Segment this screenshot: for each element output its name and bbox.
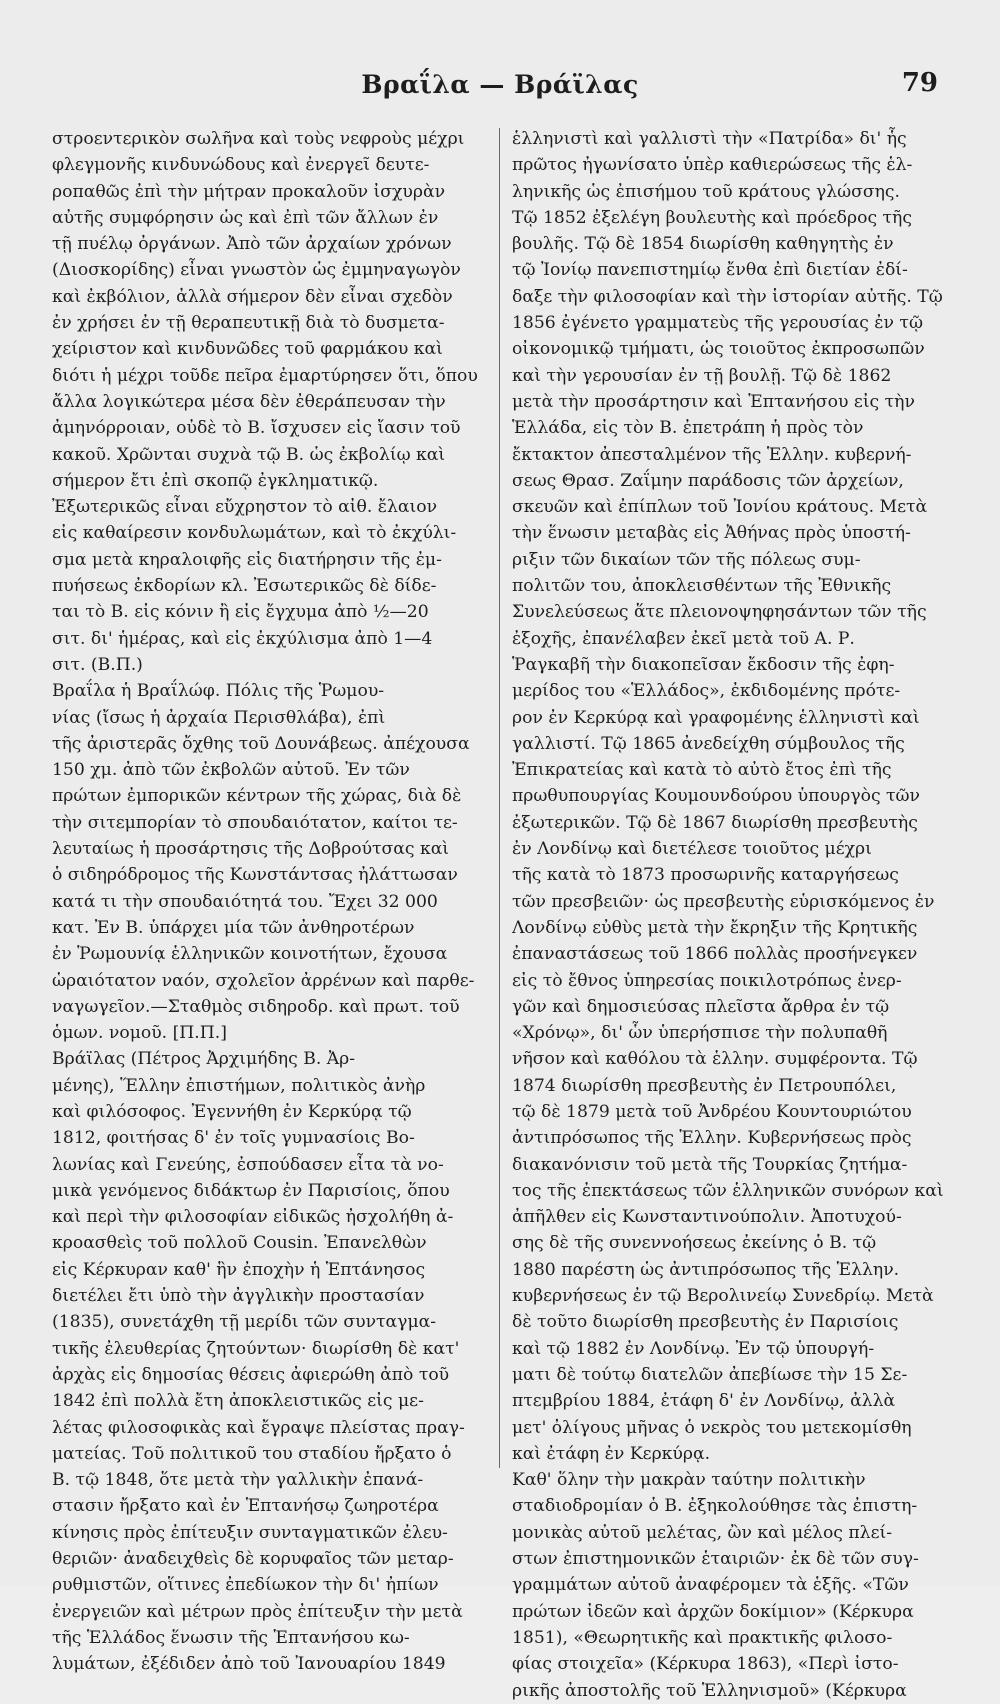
text-line: τὴν σιτεμπορίαν τὸ σπουδαιότατον, καίτοι τε- — [52, 812, 458, 833]
text-line: τῷ δὲ 1879 μετὰ τοῦ Ἀνδρέου Κουντουριώτου — [512, 1101, 912, 1122]
text-line: Λονδίνῳ εὐθὺς μετὰ τὴν ἔκρηξιν τῆς Κρητικῆς — [512, 917, 918, 938]
text-line: νίας (ἴσως ἡ ἀρχαία Περισθλάβα), ἐπὶ — [52, 707, 386, 728]
text-line: καὶ ἐτάφη ἐν Κερκύρᾳ. — [512, 1443, 711, 1464]
text-line: ἀπῆλθεν εἰς Κωνσταντινούπολιν. Ἀποτυχού- — [512, 1207, 902, 1228]
text-line: κροασθεὶς τοῦ πολλοῦ Cousin. Ἐπανελθὼν — [52, 1233, 427, 1254]
text-line: ὁμων. νομοῦ. [Π.Π.] — [52, 1023, 227, 1044]
text-line: ροπαθῶς ἐπὶ τὴν μήτραν προκαλοῦν ἰσχυρὰν — [52, 181, 446, 202]
text-line: μονικὰς αὐτοῦ μελέτας, ὢν καὶ μέλος πλεί- — [512, 1522, 893, 1543]
text-line: μένης), Ἕλλην ἐπιστήμων, πολιτικὸς ἀνὴρ — [52, 1075, 426, 1096]
text-line: καὶ τῷ 1882 ἐν Λονδίνῳ. Ἐν τῷ ὑπουργή- — [512, 1338, 875, 1359]
text-line: Ἑλλάδα, εἰς τὸν Β. ἐπετράπη ἡ πρὸς τὸν — [512, 418, 864, 439]
text-line: ρικῆς ἀποστολῆς τοῦ Ἑλληνισμοῦ» (Κέρκυρα — [512, 1680, 907, 1701]
running-title: Βραΐλα — Βράϊλας — [361, 70, 639, 99]
text-line: λυμάτων, ἐξέδιδεν ἀπὸ τοῦ Ἰανουαρίου 1849 — [52, 1654, 446, 1675]
text-line: 1851), «Θεωρητικῆς καὶ πρακτικῆς φιλοσο- — [512, 1627, 893, 1648]
text-line: νῆσον καὶ καθόλου τὰ ἑλλην. συμφέροντα. Τῷ — [512, 1049, 918, 1070]
page-number: 79 — [901, 68, 938, 98]
text-line: ναγωγεῖον.—Σταθμὸς σιδηροδρ. καὶ πρωτ. τοῦ — [52, 996, 460, 1017]
text-line: (1835), συνετάχθη τῇ μερίδι τῶν συνταγμα- — [52, 1312, 437, 1333]
text-line: 150 χμ. ἀπὸ τῶν ἐκβολῶν αὐτοῦ. Ἐν τῶν — [52, 760, 410, 781]
text-line: Καθ' ὅλην τὴν μακρὰν ταύτην πολιτικὴν — [512, 1470, 866, 1491]
text-line: 1856 ἐγένετο γραμματεὺς τῆς γερουσίας ἐν τῷ — [512, 313, 923, 334]
text-line: ἀρχὰς εἰς δημοσίας θέσεις ἀφιερώθη ἀπὸ τοῦ — [52, 1364, 450, 1385]
text-line: κακοῦ. Χρῶνται συχνὰ τῷ Β. ὡς ἐκβολίῳ καὶ — [52, 444, 446, 465]
text-line: οἰκονομικῷ τμήματι, ὡς τοιοῦτος ἐκπροσωπῶν — [512, 339, 925, 360]
left-column — [52, 126, 498, 1678]
text-line: Βράϊλας (Πέτρος Ἀρχιμήδης Β. Ἀρ- — [52, 1049, 356, 1070]
text-line: Ῥαγκαβῆ τὴν διακοπεῖσαν ἔκδοσιν τῆς ἐφη- — [512, 654, 895, 675]
text-line: καὶ ἐκβόλιον, ἀλλὰ σήμερον δὲν εἶναι σχεδὸν — [52, 286, 453, 307]
text-line: διετέλει ἔτι ὑπὸ τὴν ἀγγλικὴν προστασίαν — [52, 1286, 425, 1307]
text-line: τικῆς ἐλευθερίας ζητούντων· διωρίσθη δὲ κατ' — [52, 1338, 460, 1359]
text-line: Ἐξωτερικῶς εἶναι εὔχρηστον τὸ αἰθ. ἔλαιον — [52, 497, 438, 518]
text-line: Ἐπικρατείας καὶ κατὰ τὸ αὐτὸ ἔτος ἐπὶ τῆς — [512, 760, 892, 781]
text-line: 1842 ἐπὶ πολλὰ ἔτη ἀποκλειστικῶς εἰς με- — [52, 1391, 424, 1412]
text-line: ἐνεργειῶν καὶ μέτρων πρὸς ἐπίτευξιν τὴν μετὰ — [52, 1601, 463, 1622]
text-line: μετὰ τὴν προσάρτησιν καὶ Ἑπτανήσου εἰς τὴν — [512, 391, 915, 412]
text-line: στροεντερικὸν σωλῆνα καὶ τοὺς νεφροὺς μέχρι — [52, 129, 465, 149]
text-line: μερίδος του «Ἑλλάδος», ἐκδιδομένης πρότε- — [512, 681, 901, 702]
text-line: ληνικῆς ὡς ἐπισήμου τοῦ κράτους γλώσσης. — [512, 181, 900, 202]
text-line: δαξε τὴν φιλοσοφίαν καὶ τὴν ἱστορίαν αὐτῆς. Τῷ — [512, 286, 943, 307]
text-line: πρωθυπουργίας Κουμουνδούρου ὑπουργὸς τῶν — [512, 786, 921, 807]
text-line: γραμμάτων αὐτοῦ ἀναφέρομεν τὰ ἑξῆς. «Τῶν — [512, 1575, 909, 1596]
text-line: δὲ τοῦτο διωρίσθη πρεσβευτὴς ἐν Παρισίοις — [512, 1312, 899, 1333]
text-line: γαλλιστί. Τῷ 1865 ἀνεδείχθη σύμβουλος τῆς — [512, 733, 905, 754]
text-line: ἀμηνόρροιαν, οὐδὲ τὸ Β. ἴσχυσεν εἰς ἴασιν τοῦ — [52, 418, 461, 439]
text-line: τῆς ἀριστερᾶς ὄχθης τοῦ Δουνάβεως. ἀπέχουσα — [52, 733, 470, 754]
text-line: πρώτων ἐμπορικῶν κέντρων τῆς χώρας, διὰ δὲ — [52, 786, 462, 807]
text-line: κίνησις πρὸς ἐπίτευξιν συνταγματικῶν ἐλευ- — [52, 1522, 448, 1543]
text-line: ἐξωτερικῶν. Τῷ δὲ 1867 διωρίσθη πρεσβευτὴς — [512, 812, 918, 833]
column-divider — [499, 128, 500, 1468]
text-line: πυήσεως ἐκδορίων κλ. Ἐσωτερικῶς δὲ δίδε- — [52, 576, 437, 597]
text-line: γῶν καὶ δημοσιεύσας πλεῖστα ἄρθρα ἐν τῷ — [512, 996, 890, 1017]
text-line: αὐτῆς συμφόρησιν ὡς καὶ ἐπὶ τῶν ἄλλων ἐν — [52, 207, 439, 228]
text-line: μικὰ γενόμενος διδάκτωρ ἐν Παρισίοις, ὅπου — [52, 1180, 450, 1201]
text-line: διότι ἡ μέχρι τοῦδε πεῖρα ἐμαρτύρησεν ὅτι, ὅπου — [52, 365, 478, 386]
text-line: λέτας φιλοσοφικὰς καὶ ἔγραψε πλείστας πραγ- — [52, 1417, 465, 1438]
text-line: κυβερνήσεως ἐν τῷ Βερολινείῳ Συνεδρίῳ. Μετὰ — [512, 1286, 934, 1307]
text-line: εἰς καθαίρεσιν κονδυλωμάτων, καὶ τὸ ἐκχύλι- — [52, 523, 457, 544]
text-line: μετ' ὀλίγους μῆνας ὁ νεκρὸς του μετεκομίσθη — [512, 1417, 912, 1438]
text-line: σης δὲ τῆς συνεννοήσεως ἐκείνης ὁ Β. τῷ — [512, 1233, 877, 1254]
text-line: «Χρόνῳ», δι' ὧν ὑπερήσπισε τὴν πολυπαθῆ — [512, 1023, 888, 1044]
right-column — [512, 126, 947, 1704]
text-line: καὶ τὴν γερουσίαν ἐν τῇ βουλῇ. Τῷ δὲ 1862 — [512, 365, 892, 386]
text-line: βουλῆς. Τῷ δὲ 1854 διωρίσθη καθηγητὴς ἐν — [512, 234, 894, 255]
text-line: ἐπαναστάσεως τοῦ 1866 πολλὰς προσήνεγκεν — [512, 944, 918, 965]
text-line: Β. τῷ 1848, ὅτε μετὰ τὴν γαλλικὴν ἐπανά- — [52, 1470, 424, 1491]
text-line: καὶ φιλόσοφος. Ἐγεννήθη ἐν Κερκύρᾳ τῷ — [52, 1101, 412, 1122]
text-line: σταδιοδρομίαν ὁ Β. ἐξηκολούθησε τὰς ἐπιστη- — [512, 1496, 918, 1517]
text-line: ρυθμιστῶν, οἵτινες ἐπεδίωκον τὴν δι' ἠπίων — [52, 1575, 439, 1596]
text-line: φίας στοιχεῖα» (Κέρκυρα 1863), «Περὶ ἰστο- — [512, 1654, 899, 1675]
text-line: ἄλλα λογικώτερα μέσα δὲν ἐθεράπευσαν τὴν — [52, 391, 446, 412]
text-line: λευταίως ἡ προσάρτησις τῆς Δοβρούτσας καὶ — [52, 839, 450, 860]
text-line: τῇ πυέλῳ ὀργάνων. Ἀπὸ τῶν ἀρχαίων χρόνων — [52, 234, 452, 255]
text-line: πτεμβρίου 1884, ἐτάφη δ' ἐν Λονδίνῳ, ἀλλὰ — [512, 1391, 896, 1412]
text-line: 1812, φοιτήσας δ' ἐν τοῖς γυμνασίοις Βο- — [52, 1128, 415, 1149]
text-line: σμα μετὰ κηραλοιφῆς εἰς διατήρησιν τῆς ἐμ- — [52, 549, 442, 570]
text-line: σκευῶν καὶ ἐπίπλων τοῦ Ἰονίου κράτους. Μετὰ — [512, 497, 928, 518]
text-line: ρον ἐν Κερκύρᾳ καὶ γραφομένης ἑλληνιστὶ καὶ — [512, 707, 920, 728]
text-line: 1874 διωρίσθη πρεσβευτὴς ἐν Πετρουπόλει, — [512, 1075, 897, 1096]
text-line: τῷ Ἰονίῳ πανεπιστημίῳ ἔνθα ἐπὶ διετίαν ἐδί- — [512, 260, 908, 281]
text-line: τὴν ἕνωσιν μεταβὰς εἰς Ἀθήνας πρὸς ὑποστή- — [512, 523, 911, 544]
text-line: σιτ. (Β.Π.) — [52, 654, 143, 675]
text-line: ται τὸ Β. εἰς κόνιν ἢ εἰς ἔγχυμα ἀπὸ ½—20 — [52, 602, 429, 623]
text-line: ἀντιπρόσωπος τῆς Ἑλλην. Κυβερνήσεως πρὸς — [512, 1128, 912, 1149]
text-line: εἰς Κέρκυραν καθ' ἣν ἐποχὴν ἡ Ἑπτάνησος — [52, 1259, 426, 1280]
text-line: ἑλληνιστὶ καὶ γαλλιστὶ τὴν «Πατρίδα» δι' ἧς — [512, 129, 907, 149]
text-line: ὡραιότατον ναόν, σχολεῖον ἀρρένων καὶ παρθε- — [52, 970, 475, 991]
text-line: ἐξοχῆς, ἐπανέλαβεν ἐκεῖ μετὰ τοῦ Α. Ρ. — [512, 628, 855, 649]
text-line: (Διοσκορίδης) εἶναι γνωστὸν ὡς ἐμμηναγωγὸν — [52, 260, 461, 281]
text-line: πρῶτος ἠγωνίσατο ὑπὲρ καθιερώσεως τῆς ἑλ- — [512, 155, 913, 176]
text-line: σήμερον ἔτι ἐπὶ σκοπῷ ἐγκληματικῷ. — [52, 470, 379, 491]
text-line: πρώτων ἰδεῶν καὶ ἀρχῶν δοκίμιον» (Κέρκυρα — [512, 1601, 914, 1622]
text-line: κατά τι τὴν σπουδαιότητά του. Ἔχει 32 000 — [52, 891, 438, 912]
text-line: τῶν πρεσβειῶν· ὡς πρεσβευτὴς εὑρισκόμενος ἐν — [512, 891, 935, 912]
text-line: κατ. Ἐν Β. ὑπάρχει μία τῶν ἀνθηροτέρων — [52, 917, 415, 938]
text-line: ἐν Ῥωμουνίᾳ ἑλληνικῶν κοινοτήτων, ἔχουσα — [52, 944, 448, 965]
text-line: ματι δὲ τούτῳ διατελῶν ἀπεβίωσε τὴν 15 Σε- — [512, 1364, 908, 1385]
text-line: ἐν χρήσει ἐν τῇ θεραπευτικῇ διὰ τὸ δυσμετα- — [52, 313, 445, 334]
text-line: Τῷ 1852 ἐξελέγη βουλευτὴς καὶ πρόεδρος τῆς — [512, 207, 912, 228]
text-line: τῆς Ἑλλάδος ἕνωσιν τῆς Ἑπτανήσου κω- — [52, 1627, 410, 1648]
text-line: καὶ περὶ τὴν φιλοσοφίαν εἰδικῶς ἠσχολήθη ἀ- — [52, 1207, 454, 1228]
text-line: σεως Θρασ. Ζαΐμην παράδοσις τῶν ἀρχείων, — [512, 470, 904, 491]
text-line: διακανόνισιν τοῦ μετὰ τῆς Τουρκίας ζητήμα- — [512, 1154, 908, 1175]
text-line: εἰς τὸ ἔθνος ὑπηρεσίας ποικιλοτρόπως ἐνερ- — [512, 970, 902, 991]
text-line: Βραΐλα ἡ Βραΐλώφ. Πόλις τῆς Ῥωμου- — [52, 681, 385, 702]
page-header — [0, 66, 1000, 126]
text-line: 1880 παρέστη ὡς ἀντιπρόσωπος τῆς Ἑλλην. — [512, 1259, 900, 1280]
text-line: φλεγμονῆς κινδυνώδους καὶ ἐνεργεῖ δευτε- — [52, 155, 430, 176]
text-line: σιτ. δι' ἡμέρας, καὶ εἰς ἐκχύλισμα ἀπὸ 1—4 — [52, 628, 433, 649]
text-line: στων ἐπιστημονικῶν ἑταιριῶν· ἐκ δὲ τῶν συγ- — [512, 1549, 919, 1570]
text-line: ματείας. Τοῦ πολιτικοῦ του σταδίου ἤρξατο ὁ — [52, 1443, 452, 1464]
text-line: τῆς κατὰ τὸ 1873 προσωρινῆς καταργήσεως — [512, 865, 899, 886]
text-line: ἔκτακτον ἀπεσταλμένον τῆς Ἑλλην. κυβερνή- — [512, 444, 912, 465]
text-line: ὁ σιδηρόδρομος τῆς Κωνστάντσας ἠλάττωσαν — [52, 865, 458, 886]
text-line: στασιν ἤρξατο καὶ ἐν Ἑπτανήσῳ ζωηροτέρα — [52, 1496, 439, 1517]
text-line: ριξιν τῶν δικαίων τῶν τῆς πόλεως συμ- — [512, 549, 861, 570]
text-line: χείριστον καὶ κινδυνῶδες τοῦ φαρμάκου καὶ — [52, 339, 443, 360]
text-line: τος τῆς ἐπεκτάσεως τῶν ἑλληνικῶν συνόρων καὶ — [512, 1180, 944, 1201]
text-line: λωνίας καὶ Γενεύης, ἐσπούδασεν εἶτα τὰ νο- — [52, 1154, 444, 1175]
text-line: πολιτῶν του, ἀποκλεισθέντων τῆς Ἐθνικῆς — [512, 576, 892, 597]
text-line: θεριῶν· ἀναδειχθεὶς δὲ κορυφαῖος τῶν μεταρ- — [52, 1549, 454, 1570]
text-line: Συνελεύσεως ἅτε πλειονοψηφησάντων τῶν τῆς — [512, 602, 927, 623]
text-line: ἐν Λονδίνῳ καὶ διετέλεσε τοιοῦτος μέχρι — [512, 839, 872, 860]
